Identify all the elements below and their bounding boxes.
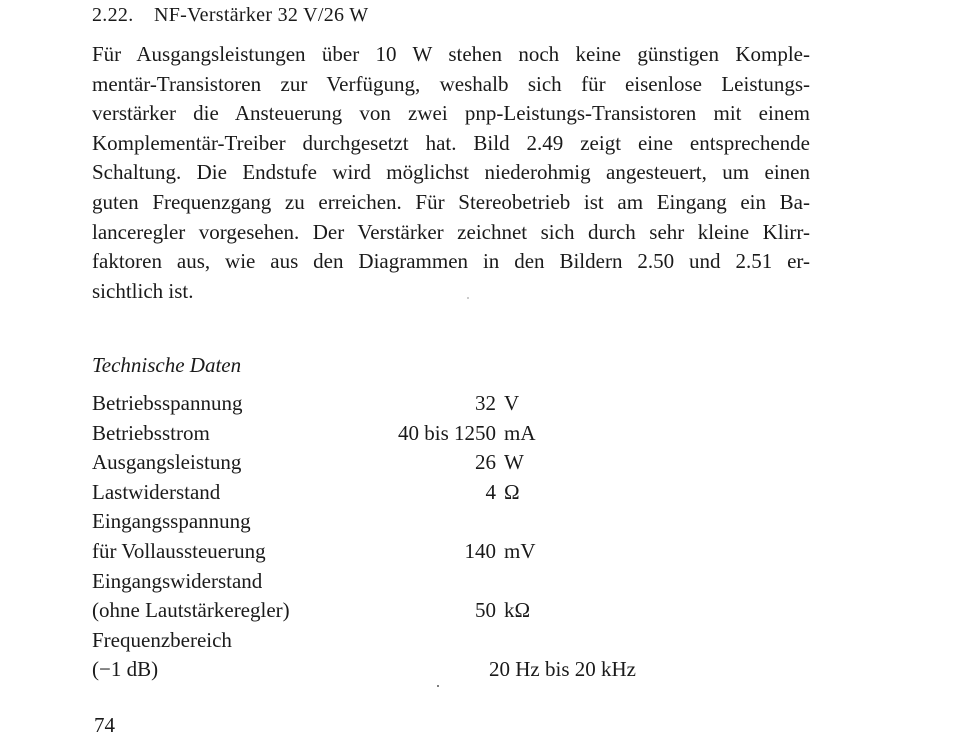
spec-row	[92, 448, 524, 478]
spec-value	[216, 655, 636, 685]
spec-row	[92, 507, 251, 537]
spec-value	[212, 419, 552, 449]
paragraph-line: mentär-Transistoren zur Verfügung, weshalb sich für eisenlose Leistungs-	[92, 71, 810, 96]
paragraph-line: faktoren aus, wie aus den Diagrammen in den Bildern 2.50 und 2.51 er-	[92, 249, 810, 274]
spec-number: 50	[475, 598, 496, 623]
spec-label: Eingangsspannung	[92, 509, 251, 534]
specs-title: Technische Daten	[92, 353, 242, 377]
spec-value	[212, 448, 552, 478]
scan-speck	[437, 685, 439, 687]
spec-value	[212, 389, 552, 419]
spec-label: Betriebsstrom	[92, 420, 210, 445]
spec-label: (ohne Lautstärkeregler)	[92, 598, 290, 623]
spec-row	[92, 537, 536, 567]
spec-number: 140	[464, 538, 496, 563]
spec-unit: Ω	[504, 479, 520, 504]
spec-number: 26	[475, 450, 496, 475]
paragraph-line: sichtlich ist.	[92, 278, 194, 303]
spec-value	[212, 478, 552, 508]
spec-label: Eingangswiderstand	[92, 568, 263, 593]
spec-unit: mV	[504, 538, 536, 563]
spec-number: 32	[475, 391, 496, 415]
page-number: 74	[94, 713, 115, 737]
spec-number: 20 Hz bis 20 kHz	[489, 657, 636, 682]
specs-table	[92, 389, 636, 685]
paragraph-line: lanceregler vorgesehen. Der Verstärker zeichnet sich durch sehr kleine Klirr-	[92, 219, 810, 244]
spec-unit: kΩ	[504, 598, 531, 623]
spec-value	[212, 537, 552, 567]
spec-label: Betriebsspannung	[92, 391, 243, 415]
paragraph-line: Komplementär-Treiber durchgesetzt hat. Bild 2.49 zeigt eine entsprechende	[92, 130, 810, 155]
spec-row	[92, 655, 636, 685]
spec-row	[92, 596, 531, 626]
spec-row	[92, 567, 263, 597]
spec-label: (−1 dB)	[92, 657, 159, 682]
paragraph-line: Schaltung. Die Endstufe wird möglichst niederohmig angesteuert, um einen	[92, 160, 810, 185]
spec-number: 4	[485, 479, 496, 504]
spec-number: 40 bis 1250	[397, 420, 496, 445]
section-title: NF-Verstärker 32 V/26 W	[154, 4, 369, 26]
section-number: 2.22.	[92, 4, 134, 26]
section-heading	[92, 4, 368, 27]
spec-row	[92, 626, 232, 656]
spec-label: Frequenzbereich	[92, 627, 232, 652]
spec-unit: W	[504, 450, 524, 475]
spec-row	[92, 478, 520, 508]
spec-row	[92, 419, 536, 449]
spec-label: Lastwiderstand	[92, 479, 221, 504]
spec-label: für Vollaussteuerung	[92, 538, 266, 563]
paragraph-line: Für Ausgangsleistungen über 10 W stehen noch keine günstigen Komple-	[92, 42, 810, 66]
body-paragraph	[92, 40, 810, 306]
spec-row	[92, 389, 520, 419]
spec-unit: mA	[504, 420, 536, 445]
spec-unit: V	[504, 391, 520, 415]
paragraph-line: guten Frequenzgang zu erreichen. Für Stereobetrieb ist am Eingang ein Ba-	[92, 189, 810, 214]
paragraph-line: verstärker die Ansteuerung von zwei pnp-Leistungs-Transistoren mit einem	[92, 101, 810, 126]
spec-label: Ausgangsleistung	[92, 450, 242, 475]
spec-value	[212, 596, 552, 626]
scan-speck	[467, 297, 469, 299]
